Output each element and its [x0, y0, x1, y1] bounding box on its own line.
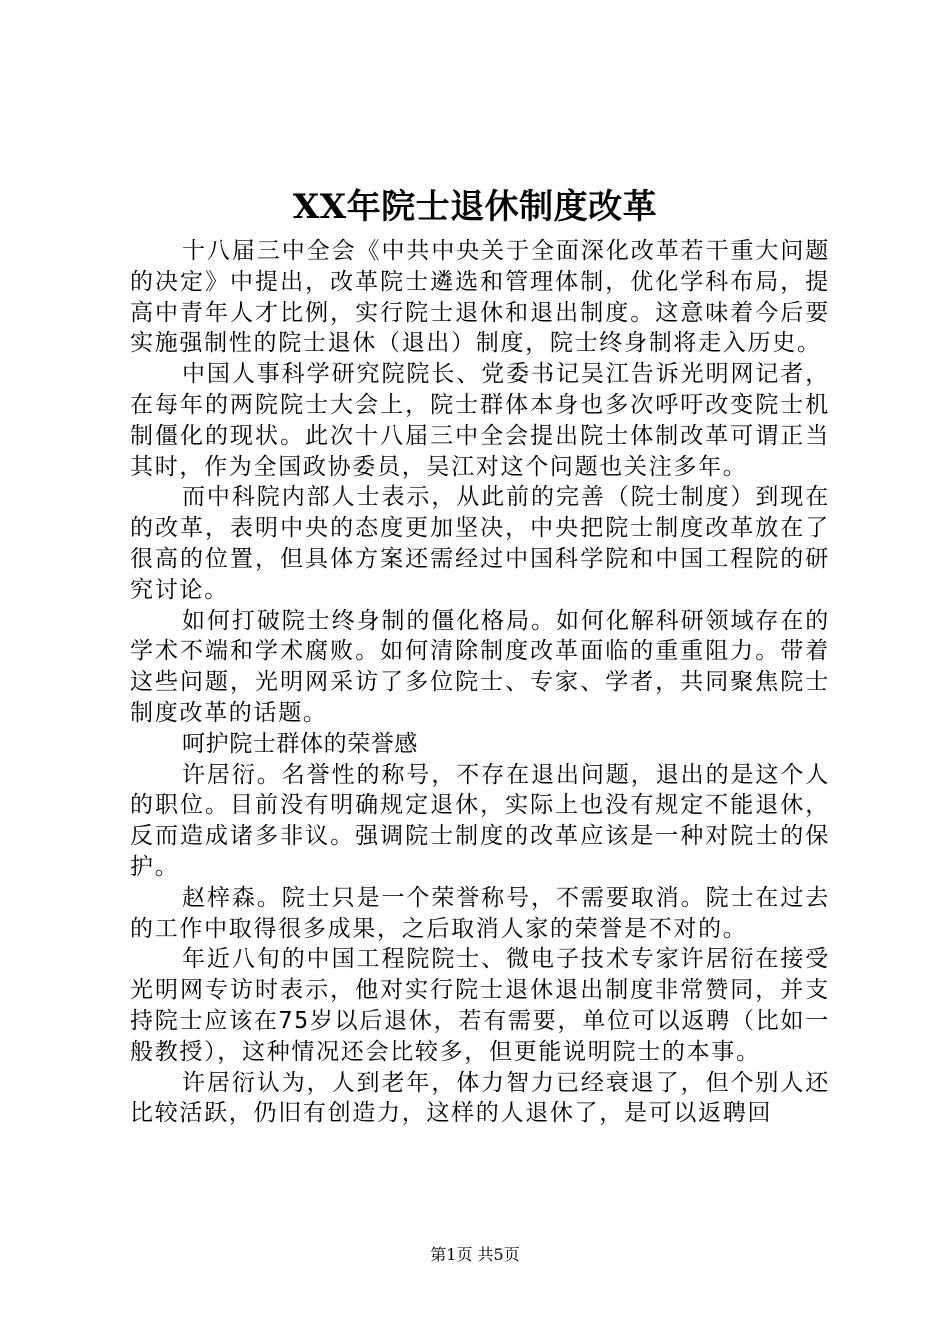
- paragraph-7: 年近八旬的中国工程院院士、微电子技术专家许居衍在接受光明网专访时表示，他对实行院士退休退出制度非常赞同，并支持院士应该在75岁以后退休，若有需要，单位可以返聘（比如一般教授），这种情况还会比较多，但更能说明院士的本事。: [130, 946, 830, 1065]
- document-body: [130, 236, 830, 1129]
- page-number-footer: 第1页 共5页: [430, 1245, 520, 1264]
- document-title: XX年院士退休制度改革: [292, 187, 658, 227]
- section-subheading: 呵护院士群体的荣誉感: [182, 730, 418, 757]
- paragraph-3: 而中科院内部人士表示，从此前的完善（院士制度）到现在的改革，表明中央的态度更加坚决，中央把院士制度改革放在了很高的位置，但具体方案还需经过中国科学院和中国工程院的研究讨论。: [130, 484, 830, 603]
- paragraph-4: 如何打破院士终身制的僵化格局。如何化解科研领域存在的学术不端和学术腐败。如何清除制度改革面临的重重阻力。带着这些问题，光明网采访了多位院士、专家、学者，共同聚焦院士制度改革的话题。: [130, 607, 830, 726]
- paragraph-6: 赵梓森。院士只是一个荣誉称号，不需要取消。院士在过去的工作中取得很多成果，之后取消人家的荣誉是不对的。: [130, 884, 830, 942]
- paragraph-5: 许居衍。名誉性的称号，不存在退出问题，退出的是这个人的职位。目前没有明确规定退休，实际上也没有规定不能退休，反而造成诸多非议。强调院士制度的改革应该是一种对院士的保护。: [130, 761, 830, 880]
- paragraph-1: 十八届三中全会《中共中央关于全面深化改革若干重大问题的决定》中提出，改革院士遴选和管理体制，优化学科布局，提高中青年人才比例，实行院士退休和退出制度。这意味着今后要实施强制性的院士退休（退出）制度，院士终身制将走入历史。: [130, 238, 830, 357]
- paragraph-2: 中国人事科学研究院院长、党委书记吴江告诉光明网记者，在每年的两院院士大会上，院士群体本身也多次呼吁改变院士机制僵化的现状。此次十八届三中全会提出院士体制改革可谓正当其时，作为全国政协委员，吴江对这个问题也关注多年。: [130, 361, 830, 480]
- paragraph-8: 许居衍认为，人到老年，体力智力已经衰退了，但个别人还比较活跃，仍旧有创造力，这样的人退休了，是可以返聘回: [130, 1069, 830, 1127]
